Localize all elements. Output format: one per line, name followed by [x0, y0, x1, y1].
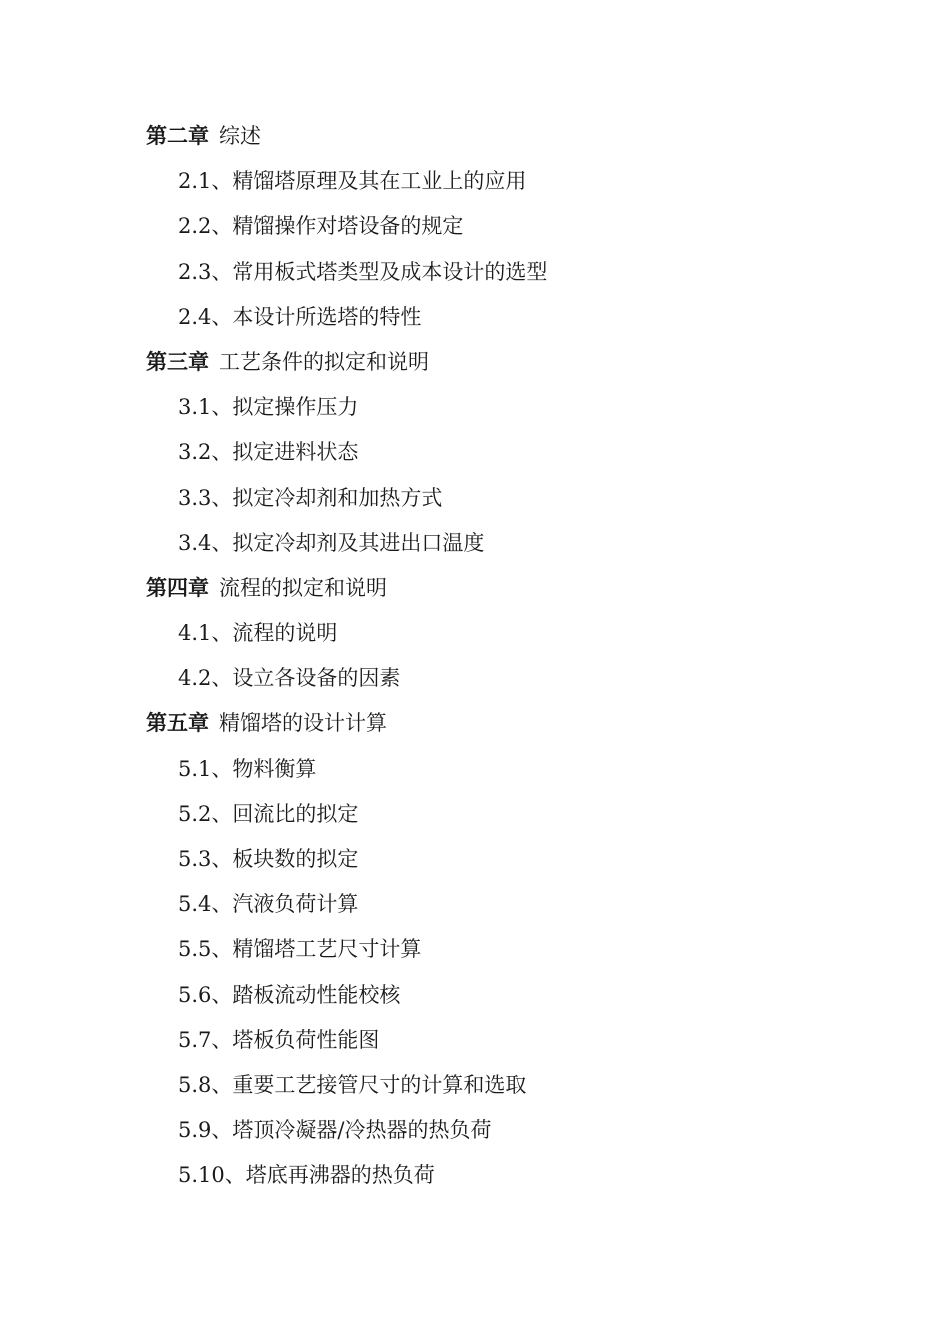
chapter-title: 精馏塔的设计计算	[219, 711, 387, 736]
section-entry: 5.3、板块数的拟定	[178, 847, 359, 871]
section-entry: 5.8、重要工艺接管尺寸的计算和选取	[178, 1072, 527, 1097]
section-entry: 5.10、塔底再沸器的热负荷	[178, 1163, 435, 1188]
section-entry: 5.7、塔板负荷性能图	[178, 1027, 380, 1052]
section-entry: 5.5、精馏塔工艺尺寸计算	[178, 937, 422, 962]
chapter-number: 第四章	[146, 575, 209, 600]
section-entry: 2.3、常用板式塔类型及成本设计的选型	[178, 259, 548, 284]
table-of-contents	[146, 114, 906, 1199]
section-entry: 5.9、塔顶冷凝器/冷热器的热负荷	[178, 1118, 492, 1143]
section-entry: 5.1、物料衡算	[178, 756, 317, 781]
chapter-heading	[146, 701, 906, 746]
chapter-title: 流程的拟定和说明	[219, 575, 387, 600]
section-entry: 4.2、设立各设备的因素	[178, 666, 401, 691]
section-entry: 3.3、拟定冷却剂和加热方式	[178, 485, 443, 510]
chapter-number: 第二章	[146, 124, 209, 148]
section-entry: 2.4、本设计所选塔的特性	[178, 304, 422, 329]
chapter-heading	[146, 114, 906, 159]
section-entry: 5.2、回流比的拟定	[178, 801, 359, 826]
chapter-heading	[146, 566, 906, 611]
section-entry: 3.4、拟定冷却剂及其进出口温度	[178, 530, 485, 555]
section-entry: 3.1、拟定操作压力	[178, 395, 359, 420]
section-entry: 5.6、踏板流动性能校核	[178, 982, 401, 1007]
chapter-heading	[146, 340, 906, 385]
section-entry: 3.2、拟定进料状态	[178, 440, 359, 465]
chapter-number: 第五章	[146, 711, 209, 736]
chapter-title: 工艺条件的拟定和说明	[219, 349, 429, 374]
section-entry: 2.2、精馏操作对塔设备的规定	[178, 214, 464, 239]
section-entry: 2.1、精馏塔原理及其在工业上的应用	[178, 169, 527, 194]
chapter-number: 第三章	[146, 349, 209, 374]
section-entry: 4.1、流程的说明	[178, 621, 338, 646]
section-entry: 5.4、汽液负荷计算	[178, 892, 359, 917]
chapter-title: 综述	[219, 124, 261, 148]
